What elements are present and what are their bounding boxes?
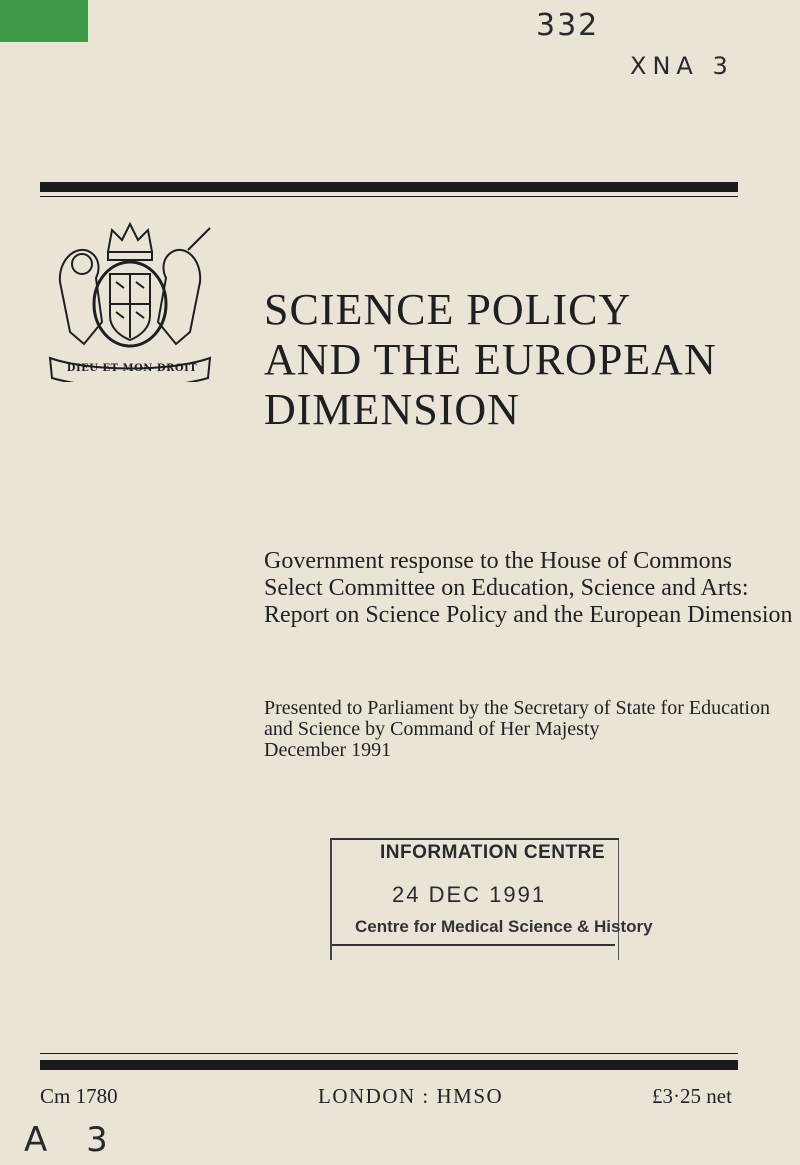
document-title [264,285,784,435]
handwritten-reference: XNA 3 [630,52,734,80]
stamp-header: INFORMATION CENTRE [380,842,606,863]
royal-coat-of-arms [40,212,220,382]
top-rule [40,182,738,192]
top-rule-thin [40,196,738,197]
presentation-statement [264,698,784,761]
title-line: DIMENSION [264,385,520,434]
presented-line: and Science by Command of Her Majesty [264,718,600,740]
bottom-rule-thin [40,1053,738,1054]
presented-line: December 1991 [264,739,392,761]
handwritten-mark-bottom: A 3 [24,1120,122,1160]
bottom-rule [40,1060,738,1070]
subtitle-line: Select Committee on Education, Science and Arts: [264,575,749,601]
green-tab [0,0,88,42]
handwritten-mark: 332 [536,8,600,43]
stamp-date: 24 DEC 1991 [392,882,547,907]
command-number: Cm 1780 [40,1084,118,1108]
stamp-footer: Centre for Medical Science & History [355,917,653,936]
document-subtitle [264,548,793,629]
crest-motto: DIEU ET MON DROIT [66,363,198,374]
subtitle-line: Government response to the House of Commons [264,548,732,574]
crest-icon [40,212,220,382]
title-line: SCIENCE POLICY [264,285,632,334]
price: £3·25 net [652,1084,732,1108]
subtitle-line: Report on Science Policy and the European Dimension [264,602,793,628]
publisher: LONDON : HMSO [318,1084,504,1108]
presented-line: Presented to Parliament by the Secretary of State for Education [264,697,770,719]
title-line: AND THE EUROPEAN [264,335,717,384]
stamp-underline [332,944,615,946]
